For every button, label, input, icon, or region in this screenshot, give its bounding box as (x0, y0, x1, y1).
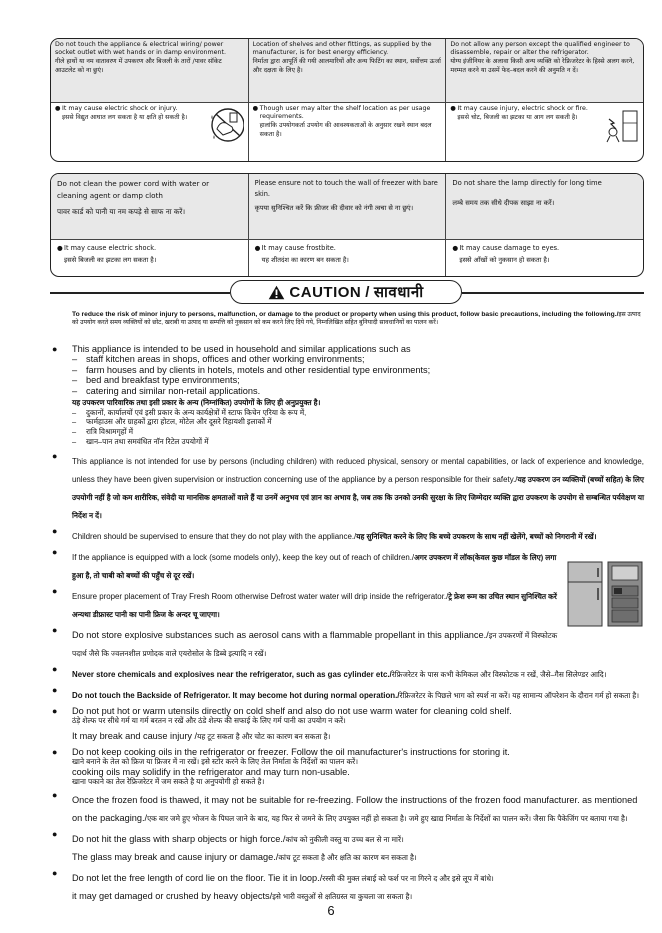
consequence-1b-text (260, 105, 442, 139)
caution-item-1-sub-3 (72, 375, 644, 385)
warning-2c (445, 174, 643, 239)
bullet-dot: ● (52, 867, 58, 878)
consequence-1b-en: Though user may alter the shelf location as per usage requirements. (259, 105, 431, 121)
caution-item-10 (52, 747, 644, 787)
consequence-2c-hi: इससे आँखों को नुकसान हो सकता है। (459, 256, 550, 264)
caution-item-11-body (72, 790, 644, 826)
warning-box-1-header-row (51, 39, 643, 103)
consequence-1b-bullet-row (253, 105, 442, 139)
caution-item-1-hisub-2 (72, 417, 644, 427)
dash: – (72, 427, 77, 437)
caution-item-5 (52, 586, 644, 622)
consequence-2a-bullet-row (57, 243, 242, 266)
warning-2c-en: Do not share the lamp directly for long time (452, 179, 602, 187)
caution-item-13-hi: रस्सी की मुक्त लंबाई को फर्श पर ना गिरने द और इसे लूप में बांधे। (322, 873, 494, 883)
bullet-dot: ● (52, 705, 58, 716)
caution-item-9-en-2: It may break and cause injury / (72, 730, 198, 741)
refrigerator-illustration (566, 558, 644, 630)
warning-2c-hi: लम्बे समय तक सीधे दीपक साझा ना करें। (452, 199, 555, 207)
warning-box-2-header-row (51, 174, 643, 240)
caution-item-3-body (72, 526, 644, 544)
caution-item-1-body (72, 344, 644, 447)
consequence-2c-en: It may cause damage to eyes. (459, 244, 560, 252)
caution-title-hi: सावधानी (373, 284, 424, 301)
caution-rule-right (462, 292, 644, 294)
warning-1a (51, 39, 248, 102)
bullet-dot: ● (55, 105, 61, 112)
caution-item-9-hi: ठंड़े शेल्फ पर सीधे गर्म या गर्म बरतन न रखें और ठंडे शेल्फ की सफाई के लिए गर्म पानी का उपयोग न करें। (72, 715, 346, 725)
caution-item-7 (52, 664, 644, 682)
warning-1b (248, 39, 446, 102)
caution-item-11-en: Once the frozen food is thawed, it may not be suitable for re-freezing. Follow the instructions of the frozen food manufacturer. as mentioned on the packaging./ (72, 794, 638, 823)
sub-text: रात्रि विश्रामगृहों में (86, 427, 134, 437)
caution-item-13-body (72, 868, 644, 904)
consequence-1b-hi: हालांकि उपयोगकर्ता उपयोग की आवश्यकताओं के अनुसार रखने स्थान बदल सकता है। (259, 122, 432, 138)
caution-intro (72, 311, 644, 328)
bullet-dot: ● (452, 244, 459, 252)
consequence-2a (51, 240, 248, 276)
consequence-1b (248, 103, 446, 161)
consequence-2b (248, 240, 446, 276)
warning-1c-hi: योग्य इंजीनियर के अलावा किसी अन्य व्यक्ति को रेफ्रिजरेटर के हिस्से अलग करने, मरम्मत करने या उसमें फेद–बदल करने की अनुमति न दें। (450, 58, 635, 74)
caution-item-12-hi: कांच को नुकीली वस्तु या उच्च बल से ना मारें। (285, 834, 404, 844)
caution-item-4-hi: अगर उपकरण में लॉक(केवल कुछ मॉडल के लिए) लगा हुआ है, तो चाबी को बच्चों की पहुँच से दूर रखें। (72, 552, 557, 580)
consequence-1a-hi: इससे विद्युत आघात लग सकता है या क्षति हो सकती है। (62, 114, 188, 122)
sub-text: farm houses and by clients in hotels, motels and other residential type environments; (86, 364, 431, 375)
warning-1b-hi: निर्माता द्वारा आपूर्ति की गयी आलमारियों और अन्य फिटिंग का स्थान, सर्वोत्तम ऊर्जा और दक्षता के लिए है। (252, 58, 441, 74)
caution-intro-en: To reduce the risk of minor injury to persons, malfunction, or damage to the product or property when using this product, follow basic precautions, including the following./ (72, 311, 619, 318)
bullet-dot: ● (252, 105, 259, 112)
caution-item-9-body (72, 706, 644, 744)
bullet-dot: ● (52, 585, 58, 596)
caution-item-1-sub-4 (72, 386, 644, 396)
sub-text: staff kitchen areas in shops, offices and other working environments; (86, 354, 365, 365)
consequence-2a-text (64, 243, 156, 266)
consequence-1a (51, 103, 248, 161)
consequence-1a-text (62, 105, 187, 159)
caution-item-6-body (72, 625, 564, 661)
consequence-1c-en: It may cause injury, electric shock or fire. (457, 105, 588, 112)
consequence-1c-bullet-row (450, 105, 588, 159)
caution-item-12-en-2: The glass may break and cause injury or damage./ (72, 851, 279, 862)
caution-item-5-hi: ट्रे फ्रेश रूम का उचित स्थान सुनिश्चित करें अन्यथा डीफ्रास्ट पानी का पानी फ्रिज के अन्दर चू जाएगा। (72, 591, 557, 619)
caution-item-10-en: Do not keep cooking oils in the refrigerator or freezer. Follow the oil manufacturer's instructions for storing it. (72, 746, 510, 757)
consequence-1c-hi: इससे चोट, बिजली का झटका या आग लग सकती है। (457, 114, 578, 122)
caution-item-1-hi: यह उपकरण पारिवारिक तथा इसी प्रकार के अन्य (निम्नांकित) उपयोगों के लिए ही अनुप्रयुक्त है। (72, 398, 321, 408)
warning-box-1 (50, 38, 644, 162)
caution-item-6 (52, 625, 644, 661)
caution-item-6-hi: इन उपकरणों में विस्फोटक पदार्थ जैसे कि ज्वलनशील प्रणोदक वाले एयरोसोल के डिब्बे इत्यादि न रखें। (72, 630, 558, 658)
caution-item-8-hi: रेफ्रिजरेटर के पिछले भाग को स्पर्श ना करें। यह सामान्य ऑपरेशन के दौरान गर्म हो सकता है। (399, 690, 640, 700)
sub-text: खान–पान तथा समवंधित नॉन रिटेल उपयोगों में (86, 436, 209, 446)
dash: – (72, 385, 78, 396)
bullet-dot: ● (52, 546, 58, 557)
caution-item-11-hi: एक बार जमे हुए भोजन के पिघल जाने के बाद, यह फिर से जमने के लिए उपयुक्त नहीं हो सकता है। जमे हुए खाद्य निर्माता के निर्देशों का पालन करें। जैसा कि पैकेजिंग पर बताया गया है। (147, 813, 628, 823)
warning-2a-en: Do not clean the power cord with water or cleaning agent or damp cloth (57, 179, 210, 200)
caution-item-12 (52, 829, 644, 865)
bullet-dot: ● (52, 828, 58, 839)
caution-item-5-en: Ensure proper placement of Tray Fresh Room otherwise Defrost water water will drip inside the refrigerator./ (72, 591, 449, 601)
caution-item-12-en: Do not hit the glass with sharp objects or high force./ (72, 833, 286, 844)
caution-item-2-hi: यह उपकरण उन व्यक्तियों (बच्चों सहित) के लिए उपयोगी नहीं है जो कम शारीरिक, संवेदी या मानसिक क्षमताओं वाले हैं या उनमें अनुभव एवं ज्ञान का अभाव है, जब तक कि उनको उनकी सुरक्षा के लिए जिम्मेदार व्यक्ति द्वारा उपकरण के उपयोग से सम्बन्धित पर्यवेक्षण या निर्देश न दें। (72, 474, 644, 520)
caution-item-4-en: If the appliance is equipped with a lock (some models only), keep the key out of reach of children./ (72, 552, 415, 562)
consequence-2b-hi: यह शीतदंश का कारण बन सकता है। (261, 256, 349, 264)
bullet-dot: ● (450, 105, 456, 112)
caution-item-8 (52, 685, 644, 703)
caution-item-12-hi-2: कांच टूट सकता है और क्षति का कारण बन सकता है। (278, 852, 417, 862)
warning-1b-en: Location of shelves and other fittings, as supplied by the manufacturer, is for best energy efficiency. (252, 41, 432, 57)
bullet-dot: ● (52, 624, 58, 635)
caution-title-en: CAUTION (289, 283, 362, 301)
dash: – (72, 364, 78, 375)
bullet-dot: ● (52, 684, 58, 695)
warning-triangle-icon (268, 285, 285, 300)
caution-item-3-en: Children should be supervised to ensure that they do not play with the appliance./ (72, 531, 357, 541)
consequence-2a-en: It may cause electric shock. (64, 244, 157, 252)
caution-item-6-en: Do not store explosive substances such as aerosol cans with a flammable propellant in this appliance./ (72, 629, 489, 640)
warning-2b-en: Please ensure not to touch the wall of freezer with bare skin. (254, 179, 438, 198)
sub-text: फार्महाउस और ग्राहकों द्वारा होटल, मोटेल और दूसरे रिहायशी इलाकों में (86, 417, 272, 427)
warning-1c-en: Do not allow any person except the qualified engineer to disassemble, repair or alter the refrigerator. (450, 41, 630, 57)
dash: – (72, 354, 78, 365)
caution-item-1-sub-2 (72, 365, 644, 375)
dash: – (72, 417, 77, 427)
dash: – (72, 436, 77, 446)
consequence-1a-en: It may cause electric shock or injury. (62, 105, 178, 112)
consequence-1a-bullet-row (55, 105, 187, 159)
dash: – (72, 375, 78, 386)
sub-text: catering and similar non-retail applications. (86, 385, 261, 396)
wet-hand-plug-icon (208, 105, 244, 145)
caution-item-1-hisub-1 (72, 408, 644, 418)
caution-item-13-hi-2: इसे भारी वस्तुओं से क्षतिग्रस्त या कुचला जा सकता है। (272, 891, 413, 901)
consequence-2b-text (262, 243, 349, 266)
caution-item-1-en: This appliance is intended to be used in household and similar applications such as (72, 344, 411, 354)
caution-item-13-en-2: it may get damaged or crushed by heavy objects/ (72, 890, 273, 901)
caution-item-1-sub-1 (72, 354, 644, 364)
warning-1a-en: Do not touch the appliance & electrical wiring/ power socket outlet with wet hands or in damp environment. (55, 41, 227, 57)
caution-item-11 (52, 790, 644, 826)
consequence-1c (445, 103, 643, 161)
warning-2a (51, 174, 248, 239)
bullet-dot: ● (52, 789, 58, 800)
caution-item-8-body (72, 685, 644, 703)
caution-title-separator: / (365, 283, 370, 301)
warning-1a-hi: गीले हाथों या नम वातावरण में उपकरण और बिजली के तारों /पावर सॉकेट आउटलेट को ना छुएं। (55, 58, 222, 74)
bullet-dot: ● (52, 450, 58, 461)
bullet-dot: ● (52, 663, 58, 674)
caution-label (230, 280, 462, 304)
caution-item-2 (52, 451, 644, 523)
consequence-2a-hi: इससे बिजली का झटका लग सकता है। (64, 256, 157, 264)
bullet-dot: ● (52, 746, 58, 757)
caution-item-2-body (72, 451, 644, 523)
consequence-2c-text (459, 243, 559, 266)
caution-item-7-en: Never store chemicals and explosives near the refrigerator, such as gas cylinder etc./ (72, 669, 392, 679)
consequence-2c (445, 240, 643, 276)
warning-box-2 (50, 173, 644, 277)
caution-item-13 (52, 868, 644, 904)
caution-item-1-hisub-3 (72, 427, 644, 437)
caution-item-2-en: This appliance is not intended for use by persons (including children) with reduced physical, sensory or mental capabilities, or lack of experience and knowledge, unless they have been given supervision or instruction concerning use of the appliance by a person responsible for their safety./ (72, 456, 644, 484)
caution-item-3-hi: यह सुनिश्चित करने के लिए कि बच्चे उपकरण के साथ नहीं खेलेंगे, बच्चों को निगरानी में रखें। (356, 531, 597, 541)
caution-item-10-hi: खाने बनाने के तेल को फ्रिज या फ्रिजर में ना रखें। इसे स्टोर करने के लिए तेल निर्माता के निर्देशों का पालन करें। (72, 757, 359, 767)
electric-repair-icon (603, 105, 639, 145)
warning-box-1-consequence-row (51, 103, 643, 161)
caution-item-1-hisub-4 (72, 437, 644, 447)
warning-2b-hi: कृपया सुनिश्चित करें कि फ्रीजर की दीवार को नंगी त्वचा से ना छुएं। (254, 204, 414, 212)
caution-item-8-en: Do not touch the Backside of Refrigerator. It may become hot during normal operation./ (72, 690, 400, 700)
bullet-dot: ● (52, 344, 58, 354)
bullet-dot: ● (254, 244, 261, 252)
caution-item-7-hi: रेफ्रिजरेटर के पास कभी केमिकल और विस्फोटक न रखें, जैसे–गैस सिलेण्डर आदि। (391, 669, 607, 679)
caution-intro-hi: इस उत्पाद को उपयोग करते समय व्यक्तियों को छोट, खराबी या उत्पाद या सम्पत्ति को नुकसान को कम करने लिए दिये गये, निम्नलिखित सहित बुनियादी सावधानियों का पालन करें। (72, 311, 641, 327)
caution-banner (50, 280, 644, 304)
caution-list (52, 344, 644, 907)
sub-text: दुकानों, कार्यालयों एवं इसी प्रकार के अन्य कार्यक्षेत्रों में स्टाफ किचेन एरिया के रूप में, (86, 407, 307, 417)
caution-item-13-en: Do not let the free length of cord lie on the floor. Tie it in loop./ (72, 872, 323, 883)
consequence-2b-bullet-row (255, 243, 440, 266)
consequence-2b-en: It may cause frostbite. (261, 244, 336, 252)
sub-text: bed and breakfast type environments; (86, 375, 240, 386)
caution-rule-left (50, 292, 230, 294)
caution-item-10-body (72, 747, 644, 787)
warning-2b (248, 174, 446, 239)
caution-item-3 (52, 526, 644, 544)
consequence-2c-bullet-row (452, 243, 637, 266)
caution-item-12-body (72, 829, 644, 865)
caution-item-4 (52, 547, 644, 583)
page-number: 6 (327, 903, 335, 918)
caution-item-9-en: Do not put hot or warm utensils directly on cold shelf and also do not use warm water for cleaning cold shelf. (72, 705, 512, 716)
caution-item-5-body (72, 586, 564, 622)
caution-item-9 (52, 706, 644, 744)
caution-item-4-body (72, 547, 564, 583)
dash: – (72, 407, 77, 417)
warning-box-2-consequence-row (51, 240, 643, 276)
warning-2a-hi: पावर कार्ड को पानी या नम कपड़े से साफ ना करें। (57, 207, 186, 216)
caution-item-9-hi-2: यह टूट सकता है और चोट का कारण बन सकता है। (197, 731, 331, 741)
caution-item-7-body (72, 664, 644, 682)
consequence-1c-text (457, 105, 588, 159)
caution-item-10-hi-2: खाना पकाने का तेल रेफ्रिजरेटर में जम सकते है या अनुपयोगी हो सकते है। (72, 777, 265, 787)
bullet-dot: ● (57, 244, 63, 252)
caution-item-10-en-2: cooking oils may solidify in the refrigerator and may turn non-usable. (72, 766, 350, 777)
caution-item-1 (52, 344, 644, 447)
bullet-dot: ● (52, 525, 58, 536)
warning-1c (445, 39, 643, 102)
